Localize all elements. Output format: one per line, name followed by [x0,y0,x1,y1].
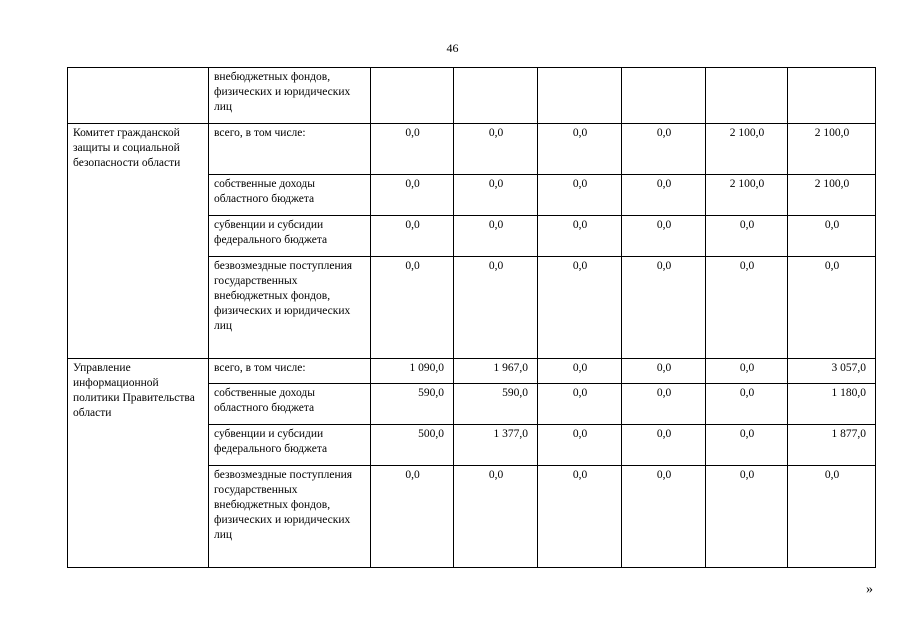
value-cell: 0,0 [622,175,706,216]
closing-quote-mark: » [866,582,873,597]
value-cell: 2 100,0 [788,175,876,216]
value-cell: 0,0 [454,257,538,359]
value-cell [454,68,538,124]
value-cell: 1 180,0 [788,384,876,425]
value-cell: 0,0 [538,257,622,359]
value-cell: 0,0 [622,425,706,466]
table-row [68,359,876,384]
value-cell: 0,0 [622,384,706,425]
source-cell: собственные доходы областного бюджета [209,175,371,216]
value-cell: 0,0 [538,425,622,466]
value-cell: 0,0 [706,466,788,568]
value-cell: 0,0 [706,257,788,359]
value-cell [538,68,622,124]
source-cell: безвозмездные поступления государственных внебюджетных фондов, физических и юридических лиц [209,466,371,568]
value-cell [788,68,876,124]
value-cell: 0,0 [538,216,622,257]
value-cell: 500,0 [371,425,454,466]
value-cell: 0,0 [788,466,876,568]
value-cell: 0,0 [371,175,454,216]
org-cell: Управление информационной политики Правительства области [68,359,209,568]
value-cell: 0,0 [454,175,538,216]
value-cell: 0,0 [538,384,622,425]
value-cell: 590,0 [371,384,454,425]
value-cell: 0,0 [454,216,538,257]
source-cell: внебюджетных фондов, физических и юридических лиц [209,68,371,124]
value-cell: 0,0 [622,466,706,568]
value-cell: 0,0 [622,257,706,359]
value-cell: 0,0 [454,124,538,175]
page-number: 46 [446,41,459,55]
value-cell: 2 100,0 [788,124,876,175]
source-cell: субвенции и субсидии федерального бюджета [209,425,371,466]
value-cell: 0,0 [706,384,788,425]
org-cell [68,68,209,124]
source-cell: всего, в том числе: [209,124,371,175]
value-cell: 0,0 [622,359,706,384]
value-cell: 1 967,0 [454,359,538,384]
value-cell [622,68,706,124]
table-row [68,68,876,124]
source-cell: всего, в том числе: [209,359,371,384]
source-cell: собственные доходы областного бюджета [209,384,371,425]
value-cell: 1 090,0 [371,359,454,384]
value-cell: 3 057,0 [788,359,876,384]
value-cell: 0,0 [538,359,622,384]
value-cell: 0,0 [371,257,454,359]
value-cell: 590,0 [454,384,538,425]
source-cell: безвозмездные поступления государственных внебюджетных фондов, физических и юридических лиц [209,257,371,359]
value-cell: 0,0 [371,216,454,257]
value-cell: 2 100,0 [706,124,788,175]
budget-table [67,67,876,568]
value-cell [706,68,788,124]
value-cell: 0,0 [706,216,788,257]
value-cell: 0,0 [706,425,788,466]
value-cell: 0,0 [454,466,538,568]
value-cell: 0,0 [371,124,454,175]
value-cell: 0,0 [622,124,706,175]
value-cell: 2 100,0 [706,175,788,216]
value-cell: 0,0 [788,257,876,359]
table-row [68,124,876,175]
value-cell: 0,0 [622,216,706,257]
value-cell: 0,0 [706,359,788,384]
value-cell: 0,0 [788,216,876,257]
value-cell: 0,0 [538,175,622,216]
value-cell: 1 877,0 [788,425,876,466]
value-cell: 0,0 [371,466,454,568]
value-cell: 0,0 [538,124,622,175]
source-cell: субвенции и субсидии федерального бюджета [209,216,371,257]
value-cell [371,68,454,124]
value-cell: 1 377,0 [454,425,538,466]
org-cell: Комитет гражданской защиты и социальной безопасности области [68,124,209,359]
value-cell: 0,0 [538,466,622,568]
